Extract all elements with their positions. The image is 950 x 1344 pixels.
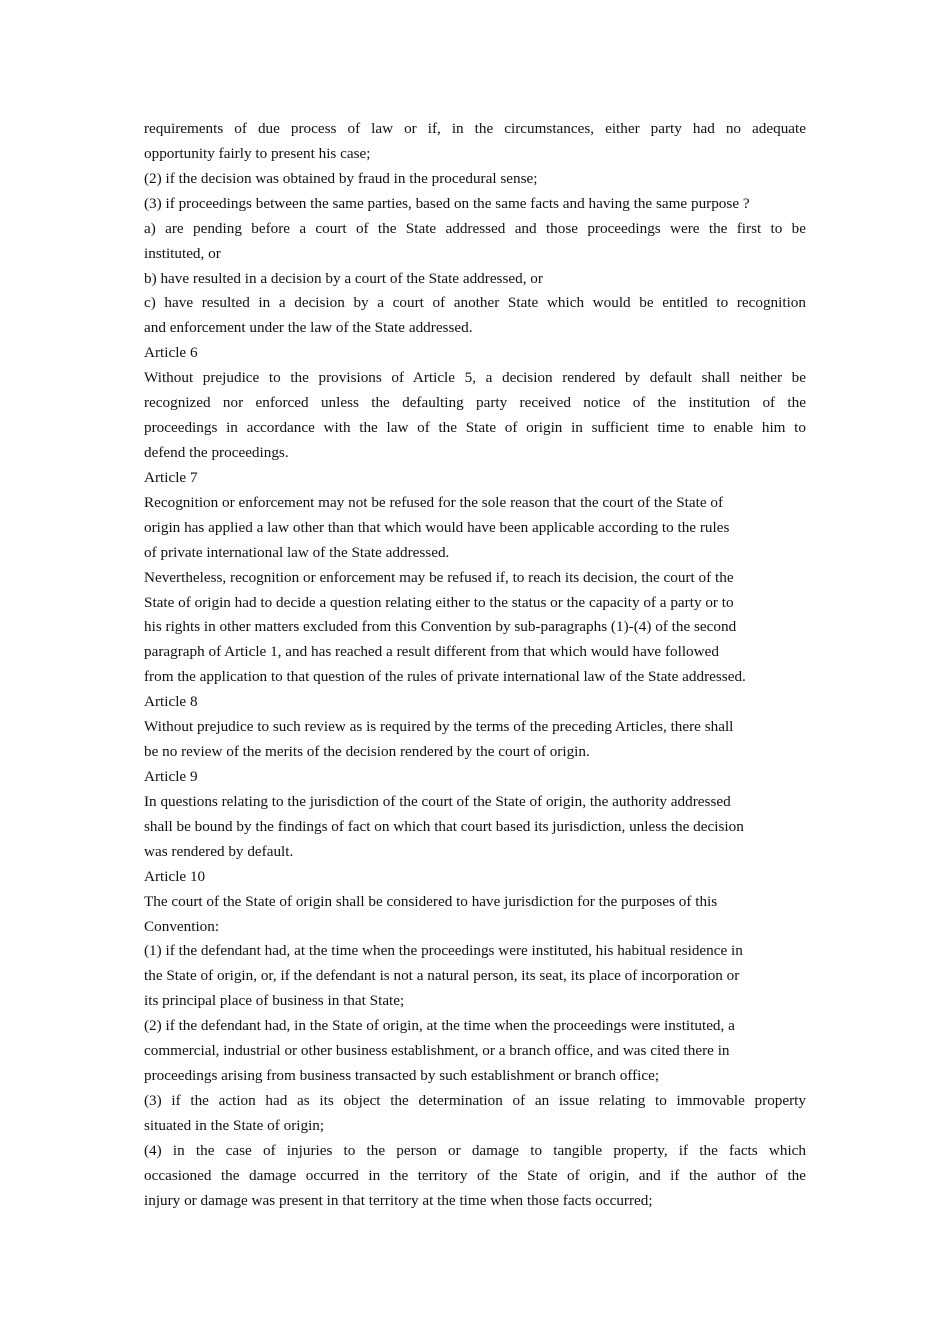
text-line: and enforcement under the law of the State addressed. (144, 319, 473, 337)
text-line: occasioned the damage occurred in the territory of the State of origin, and if the author of the (144, 1166, 806, 1184)
text-line: Nevertheless, recognition or enforcement may be refused if, to reach its decision, the court of the (144, 568, 734, 586)
text-line: commercial, industrial or other business establishment, or a branch office, and was cited there in (144, 1042, 730, 1060)
text-line: In questions relating to the jurisdiction of the court of the State of origin, the authority addressed (144, 792, 731, 810)
text-line: opportunity fairly to present his case; (144, 144, 371, 162)
text-line: from the application to that question of the rules of private international law of the State addressed. (144, 668, 746, 686)
text-line: State of origin had to decide a question relating either to the status or the capacity of a party or to (144, 593, 734, 611)
text-line: shall be bound by the findings of fact on which that court based its jurisdiction, unless the decision (144, 817, 744, 835)
text-line: Without prejudice to the provisions of Article 5, a decision rendered by default shall neither be (144, 369, 806, 387)
text-line: defend the proceedings. (144, 443, 289, 461)
article-heading: Article 6 (144, 344, 198, 362)
text-line: b) have resulted in a decision by a court of the State addressed, or (144, 269, 543, 287)
document-page (144, 117, 806, 1214)
text-line: (2) if the defendant had, in the State of origin, at the time when the proceedings were instituted, a (144, 1017, 735, 1035)
text-line: origin has applied a law other than that which would have been applicable according to the rules (144, 518, 730, 536)
text-line: the State of origin, or, if the defendant is not a natural person, its seat, its place of incorporation or (144, 967, 740, 985)
article-heading: Article 8 (144, 693, 198, 711)
text-line: (3) if proceedings between the same parties, based on the same facts and having the same purpose ? (144, 194, 750, 212)
text-line: Recognition or enforcement may not be refused for the sole reason that the court of the State of (144, 493, 724, 511)
text-line: The court of the State of origin shall be considered to have jurisdiction for the purposes of this (144, 892, 718, 910)
text-line: situated in the State of origin; (144, 1116, 325, 1134)
text-line: a) are pending before a court of the State addressed and those proceedings were the first to be (144, 219, 806, 237)
text-line: (3) if the action had as its object the determination of an issue relating to immovable property (144, 1091, 806, 1109)
text-line: be no review of the merits of the decision rendered by the court of origin. (144, 743, 590, 761)
text-line: its principal place of business in that State; (144, 992, 405, 1010)
text-line: was rendered by default. (144, 842, 294, 860)
text-line: (2) if the decision was obtained by fraud in the procedural sense; (144, 169, 538, 187)
text-line: proceedings in accordance with the law of the State of origin in sufficient time to enable him to (144, 419, 806, 437)
text-line: injury or damage was present in that territory at the time when those facts occurred; (144, 1191, 653, 1209)
text-line: requirements of due process of law or if, in the circumstances, either party had no adequate (144, 120, 806, 137)
article-heading: Article 7 (144, 468, 198, 486)
text-line: of private international law of the State addressed. (144, 543, 450, 561)
text-line: instituted, or (144, 244, 221, 262)
text-line: his rights in other matters excluded from this Convention by sub-paragraphs (1)-(4) of the second (144, 618, 737, 636)
text-line: proceedings arising from business transacted by such establishment or branch office; (144, 1067, 660, 1085)
article-heading: Article 10 (144, 867, 206, 885)
text-line: recognized nor enforced unless the defaulting party received notice of the institution of the (144, 394, 806, 412)
text-line: paragraph of Article 1, and has reached a result different from that which would have followed (144, 643, 719, 661)
text-line: (4) in the case of injuries to the person or damage to tangible property, if the facts which (144, 1141, 806, 1159)
text-line: c) have resulted in a decision by a court of another State which would be entitled to recognition (144, 294, 806, 312)
text-line: Without prejudice to such review as is required by the terms of the preceding Articles, there shall (144, 718, 734, 736)
text-line: (1) if the defendant had, at the time when the proceedings were instituted, his habitual residence in (144, 942, 743, 960)
text-line: Convention: (144, 917, 220, 935)
article-heading: Article 9 (144, 767, 198, 785)
